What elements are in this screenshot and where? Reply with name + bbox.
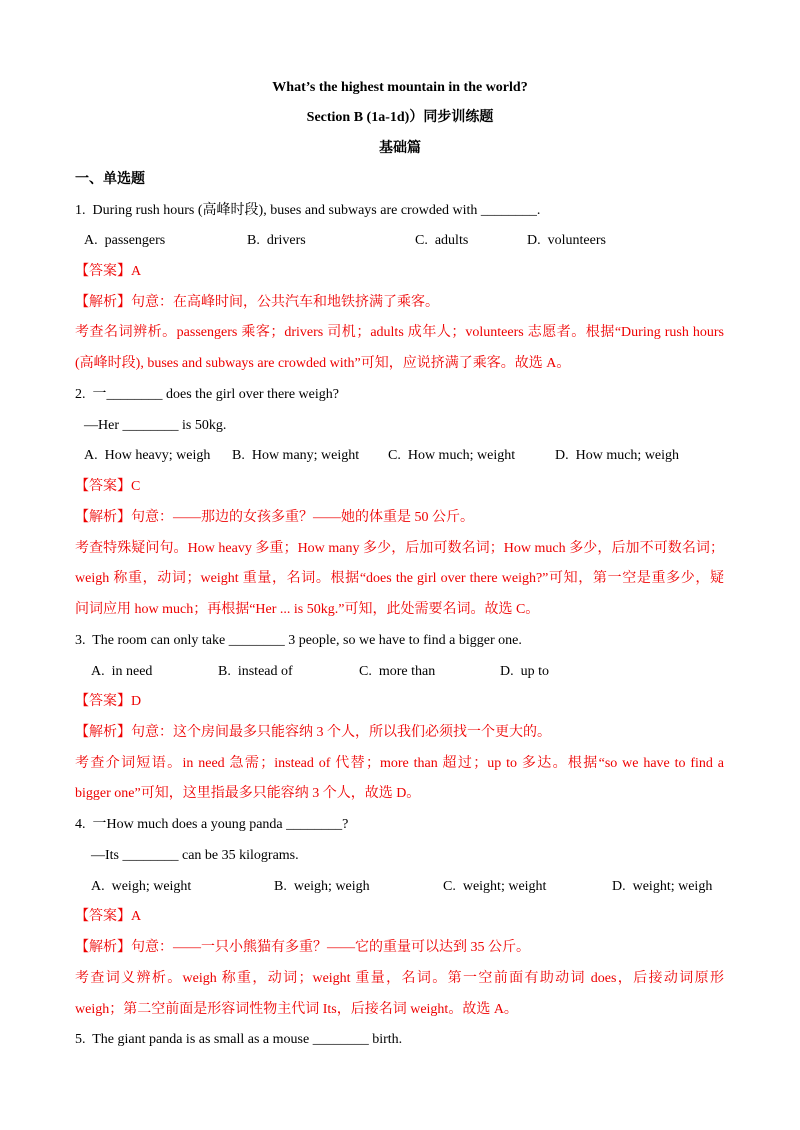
option-c: C. adults [415,233,469,249]
option-d: D. volunteers [527,233,606,249]
option-b: B. drivers [247,233,306,249]
analysis-line: 【解析】句意：——那边的女孩多重？——她的体重是 50 公斤。 [75,509,474,525]
question-4 [0,810,800,1025]
analysis-line [0,749,800,780]
option-row [0,226,800,257]
question-stem: 1. During rush hours (高峰时段), buses and subways are crowded with ________. [75,202,541,218]
analysis-text: 考查词义辨析。weigh 称重，动词；weight 重量，名词。第一空前面有助动词 does，后接动词原形 [75,970,724,986]
analysis-line: (高峰时段), buses and subways are crowded with”可知，应说挤满了乘客。故选 A。 [75,356,571,372]
answer-label: 【答案】 [75,264,131,279]
answer-label: 【答案】 [75,909,131,925]
option-b: B. How many; weight [232,448,360,464]
question-2 [0,380,800,626]
question-follow-up: —Its ________ can be 35 kilograms. [91,847,299,863]
analysis-text: 考查名词辨析。passengers 乘客；drivers 司机；adults 成年人；volunteers 志愿者。根据“During rush hours [75,325,724,341]
option-row [0,441,800,472]
question-follow-up: —Her ________ is 50kg. [84,417,227,433]
analysis-line: 问词应用 how much；再根据“Her ... is 50kg.”可知，此处需要名词。故选 C。 [75,602,540,618]
option-c: C. more than [359,663,436,679]
answer-value: D [131,694,142,710]
document-subtitle: Section B (1a-1d)）同步训练题 [306,110,494,126]
analysis-line [0,534,800,565]
analysis-line [0,318,800,349]
difficulty-level: 基础篇 [379,141,421,157]
question-3 [0,626,800,810]
option-c: C. How much; weight [388,448,516,464]
answer-line [0,687,800,718]
option-a: A. weigh; weight [91,878,192,894]
section-heading: 一、单选题 [75,171,145,187]
question-stem: 5. The giant panda is as small as a mouse ________ birth. [75,1032,403,1048]
option-d: D. up to [500,663,549,679]
analysis-line: 【解析】句意：在高峰时间，公共汽车和地铁挤满了乘客。 [75,294,439,310]
analysis-text: weigh 称重，动词；weight 重量，名词。根据“does the girl over there weigh?”可知，第一空是重多少，疑 [75,571,724,587]
option-a: A. How heavy; weigh [84,448,211,464]
answer-line [0,257,800,288]
analysis-line: bigger one”可知，这里指最多只能容纳 3 个人，故选 D。 [75,786,421,802]
answer-value: A [131,264,142,279]
analysis-text: 考查特殊疑问句。How heavy 多重；How many 多少，后加可数名词；How much 多少，后加不可数名词； [75,540,724,556]
question-1 [0,196,800,380]
analysis-line: weigh；第二空前面是形容词性物主代词 Its，后接名词 weight。故选 A。 [75,1001,518,1017]
analysis-line: 【解析】句意：这个房间最多只能容纳 3 个人，所以我们必须找一个更大的。 [75,725,551,741]
analysis-text: 考查介词短语。in need 急需；instead of 代替；more than 超过；up to 多达。根据“so we have to find a [75,755,724,771]
option-row [0,657,800,688]
analysis-line [0,964,800,995]
question-stem: 3. The room can only take ________ 3 people, so we have to find a bigger one. [75,632,522,648]
option-b: B. weigh; weigh [274,878,370,894]
answer-label: 【答案】 [75,479,131,495]
analysis-line: 【解析】句意：——一只小熊猫有多重？——它的重量可以达到 35 公斤。 [75,940,530,956]
option-row [0,872,800,903]
document-title: What’s the highest mountain in the world? [272,79,528,95]
question-stem: 2. 一________ does the girl over there weigh? [75,386,339,402]
answer-label: 【答案】 [75,694,131,710]
option-b: B. instead of [218,663,293,679]
question-stem: 4. 一How much does a young panda ________? [75,817,349,833]
option-d: D. How much; weigh [555,448,680,464]
answer-line [0,902,800,933]
answer-value: A [131,909,142,925]
question-5 [0,1025,800,1056]
option-a: A. in need [91,663,153,679]
option-d: D. weight; weigh [612,878,713,894]
option-a: A. passengers [84,233,166,249]
option-c: C. weight; weight [443,878,547,894]
analysis-line [0,564,800,595]
answer-value: C [131,479,141,495]
answer-line [0,472,800,503]
